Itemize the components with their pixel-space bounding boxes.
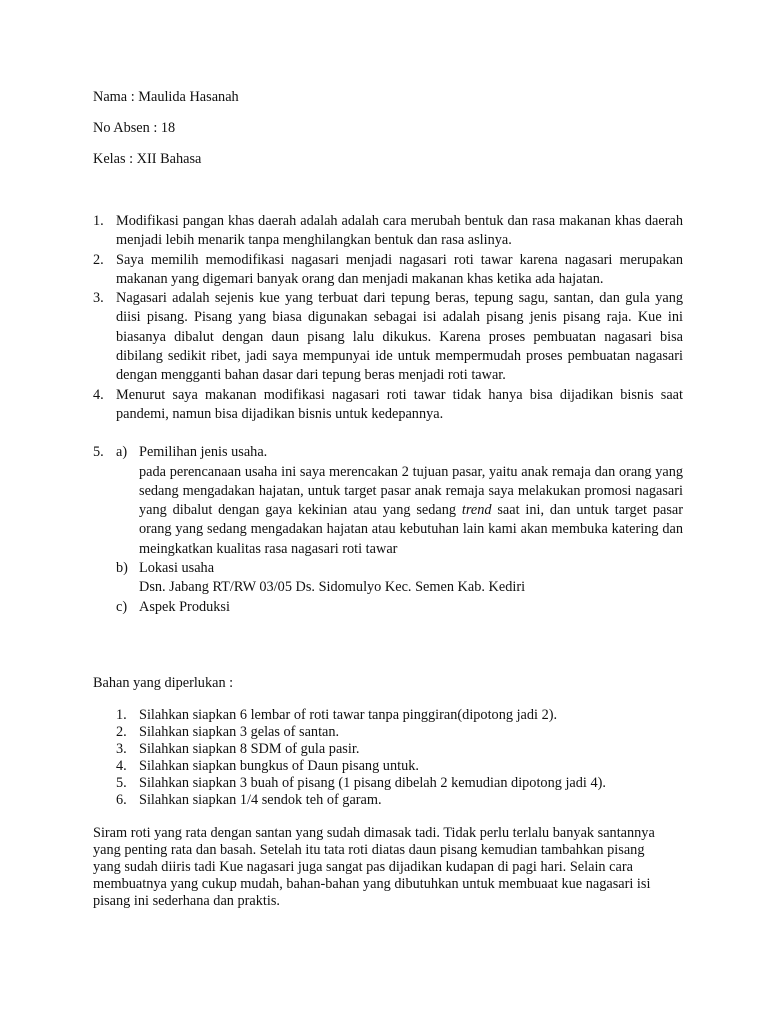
sub-item-letter: c) bbox=[116, 598, 128, 615]
answer-number: 5. bbox=[93, 444, 104, 461]
answer-item-3 bbox=[93, 289, 683, 385]
ingredient-number: 1. bbox=[116, 707, 127, 723]
ingredient-number: 6. bbox=[116, 791, 127, 808]
ingredient-text: Silahkan siapkan 1/4 sendok teh of garam. bbox=[139, 791, 382, 808]
student-class: Kelas : XII Bahasa bbox=[93, 151, 202, 167]
italic-term: trend bbox=[461, 502, 492, 519]
ingredient-text: Silahkan siapkan 8 SDM of gula pasir. bbox=[139, 740, 360, 757]
bahan-heading: Bahan yang diperlukan : bbox=[93, 675, 234, 691]
sub-item-b bbox=[116, 559, 683, 598]
answer-number: 2. bbox=[93, 251, 104, 268]
ingredient-list bbox=[116, 707, 676, 808]
closing-paragraph: Siram roti yang rata dengan santan yang sudah dimasak tadi. Tidak perlu terlalu banyak santannya yang penting rata dan basah. Setelah itu tata roti diatas daun pisang kemudian tambahkan pisang yang sudah diiris tadi Kue nagasari juga sangat pas dijadikan kudapan di pagi hari. Selain cara membuatnya yang cukup mudah, bahan-bahan yang dibutuhkan untuk membuaat kue nagasari isi pisang ini sederhana dan praktis. bbox=[93, 825, 655, 909]
ingredient-item bbox=[116, 792, 676, 809]
sub-item-title: Pemilihan jenis usaha. bbox=[139, 444, 268, 461]
sub-item-title: Lokasi usaha bbox=[139, 560, 215, 577]
ingredient-text: Silahkan siapkan 6 lembar of roti tawar tanpa pinggiran(dipotong jadi 2). bbox=[139, 707, 558, 723]
sub-item-body bbox=[139, 463, 683, 559]
sub-item-body: Dsn. Jabang RT/RW 03/05 Ds. Sidomulyo Kec. Semen Kab. Kediri bbox=[139, 579, 526, 596]
ingredient-item bbox=[116, 741, 676, 758]
answer-number: 3. bbox=[93, 290, 104, 307]
answer-item-5 bbox=[93, 443, 683, 617]
sub-item-letter: a) bbox=[116, 444, 128, 461]
ingredient-item bbox=[116, 707, 676, 724]
ingredient-number: 3. bbox=[116, 740, 127, 757]
ingredient-text: Silahkan siapkan 3 buah of pisang (1 pisang dibelah 2 kemudian dipotong jadi 4). bbox=[139, 774, 606, 791]
student-absen: No Absen : 18 bbox=[93, 120, 176, 136]
ingredient-text: Silahkan siapkan bungkus of Daun pisang untuk. bbox=[139, 757, 419, 774]
sub-item-title: Aspek Produksi bbox=[139, 598, 230, 615]
answer-text: Menurut saya makanan modifikasi nagasari roti tawar tidak hanya bisa dijadikan bisnis saat pandemi, namun bisa dijadikan bisnis untuk kedepannya. bbox=[116, 386, 683, 422]
planning-sublist bbox=[116, 443, 683, 617]
answer-text: Saya memilih memodifikasi nagasari menjadi nagasari roti tawar karena nagasari merupakan makanan yang digemari banyak orang dan menjadi makanan khas ketika ada hajatan. bbox=[116, 251, 683, 287]
answer-item-1 bbox=[93, 212, 683, 251]
answer-text: Modifikasi pangan khas daerah adalah adalah cara merubah bentuk dan rasa makanan khas daerah menjadi lebih menarik tanpa menghilangkan bentuk dan rasa aslinya. bbox=[116, 213, 683, 249]
ingredient-item bbox=[116, 724, 676, 741]
ingredient-number: 4. bbox=[116, 757, 127, 774]
ingredient-text: Silahkan siapkan 3 gelas of santan. bbox=[139, 723, 340, 740]
answer-number: 1. bbox=[93, 213, 104, 229]
ingredient-number: 5. bbox=[116, 774, 127, 791]
answer-item-4 bbox=[93, 386, 683, 425]
answer-list bbox=[93, 212, 683, 617]
ingredient-item bbox=[116, 758, 676, 775]
answer-number: 4. bbox=[93, 386, 104, 403]
answer-text: Nagasari adalah sejenis kue yang terbuat dari tepung beras, tepung sagu, santan, dan gula yang diisi pisang. Pisang yang biasa digunakan sebagai isi adalah pisang jenis pisang raja. Kue ini biasanya dibalut dengan daun pisang lalu dikukus. Karena proses pembuatan nagasari bisa dibilang sedikit ribet, jadi saya mempunyai ide untuk mempermudah proses pembuatan nagasari dengan mengganti bahan dasar dari tepung beras menjadi roti tawar. bbox=[116, 290, 683, 384]
ingredient-item bbox=[116, 775, 676, 792]
sub-item-c bbox=[116, 598, 683, 617]
sub-item-body-part: pada perencanaan usaha ini saya merencakan 2 tujuan pasar, yaitu anak remaja dan orang yang sedang mengadakan hajatan, untuk target pasar anak remaja saya melakukan promosi nagasari yang dibalut dengan gaya kekinian atau yang sedang bbox=[139, 463, 683, 519]
student-name: Nama : Maulida Hasanah bbox=[93, 89, 239, 105]
sub-item-body-part: saat ini, dan untuk target pasar orang yang sedang mengadakan hajatan atau kebutuhan lain kami akan membuka katering dan meingkatkan kualitas rasa nagasari roti tawar bbox=[139, 502, 684, 557]
ingredient-number: 2. bbox=[116, 723, 127, 740]
sub-item-a bbox=[116, 443, 683, 559]
sub-item-letter: b) bbox=[116, 560, 128, 577]
answer-item-2 bbox=[93, 251, 683, 290]
